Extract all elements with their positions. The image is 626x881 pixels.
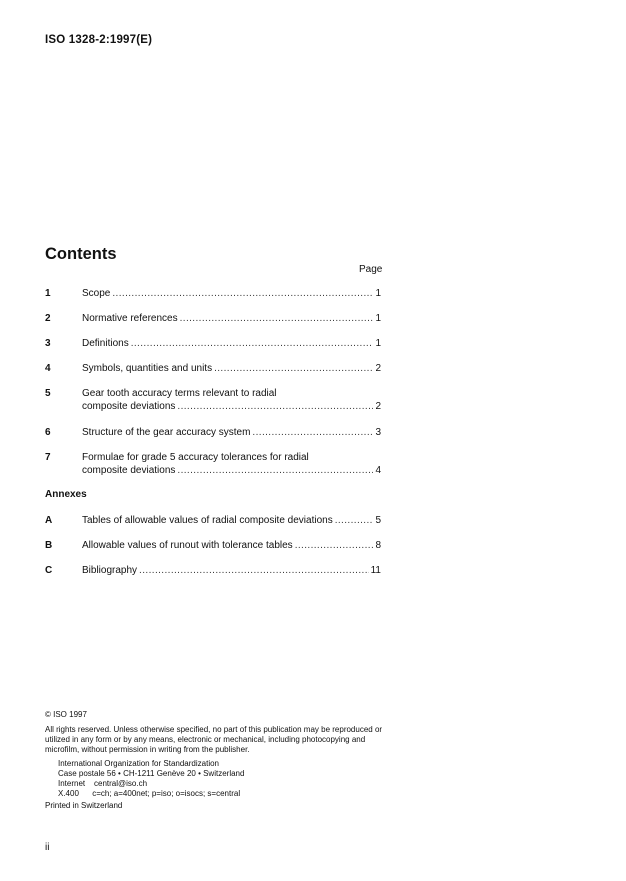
toc-entry-number: 5 xyxy=(45,388,51,399)
toc-entry-number: 3 xyxy=(45,338,51,349)
toc-entry-page: 1 xyxy=(375,288,381,299)
toc-leader-dots xyxy=(335,514,374,527)
toc-entry-body xyxy=(82,426,381,439)
toc-entry-title: Normative references xyxy=(82,313,178,324)
toc-entry-number: 2 xyxy=(45,313,51,324)
toc-leader-dots xyxy=(295,539,374,552)
toc-entry-title: Allowable values of runout with tolerance tables xyxy=(82,540,293,551)
toc-entry-page: 11 xyxy=(370,565,381,576)
toc-entry-body xyxy=(82,387,381,413)
toc-entry-body xyxy=(82,337,381,350)
toc-entry-line xyxy=(82,451,381,464)
toc-leader-dots xyxy=(180,312,374,325)
toc-entry-body xyxy=(82,539,381,552)
toc-entry-body xyxy=(82,564,381,577)
annexes-heading: Annexes xyxy=(45,489,87,500)
toc-entry-title: Bibliography xyxy=(82,565,138,576)
toc-entry-line xyxy=(82,539,381,552)
toc-entry-page: 2 xyxy=(375,401,381,412)
toc-entry-number: A xyxy=(45,515,53,526)
toc-entry-page: 4 xyxy=(375,465,381,476)
toc-entry-line xyxy=(82,464,381,477)
toc-entry-title: Definitions xyxy=(82,338,129,349)
toc-entry-title: Symbols, quantities and units xyxy=(82,363,213,374)
toc-leader-dots xyxy=(177,464,373,477)
toc-entry-body xyxy=(82,451,381,477)
toc-entry-number: 4 xyxy=(45,363,51,374)
toc-entry-body xyxy=(82,362,381,375)
toc-entry-title: Gear tooth accuracy terms relevant to radial xyxy=(82,388,277,399)
toc-leader-dots xyxy=(139,564,369,577)
toc-entry-number: 7 xyxy=(45,452,51,463)
document-identifier: ISO 1328-2:1997(E) xyxy=(45,34,153,46)
publisher-internet: Internet central@iso.ch xyxy=(58,779,148,788)
toc-entry-number: 1 xyxy=(45,288,51,299)
toc-entry-line xyxy=(82,337,381,350)
toc-entry-body xyxy=(82,312,381,325)
toc-entry-line xyxy=(82,564,381,577)
toc-entry-body xyxy=(82,514,381,527)
toc-entry-body xyxy=(82,287,381,300)
toc-entry-number: B xyxy=(45,540,53,551)
toc-leader-dots xyxy=(131,337,374,350)
toc-entry-page: 8 xyxy=(375,540,381,551)
page-column-heading: Page xyxy=(359,264,383,275)
toc-entry-line xyxy=(82,312,381,325)
printed-in: Printed in Switzerland xyxy=(45,801,123,810)
toc-leader-dots xyxy=(112,287,373,300)
toc-entry-line xyxy=(82,426,381,439)
publisher-x400: X.400 c=ch; a=400net; p=iso; o=isocs; s=central xyxy=(58,789,241,798)
toc-entry-page: 5 xyxy=(375,515,381,526)
toc-entry-number: C xyxy=(45,565,53,576)
toc-entry-title: Scope xyxy=(82,288,111,299)
publisher-org: International Organization for Standardization xyxy=(58,759,219,768)
toc-entry-title: Tables of allowable values of radial composite deviations xyxy=(82,515,333,526)
toc-entry-title: composite deviations xyxy=(82,465,176,476)
toc-entry-line xyxy=(82,514,381,527)
publisher-postal: Case postale 56 • CH-1211 Genève 20 • Switzerland xyxy=(58,769,245,778)
toc-entry-line xyxy=(82,362,381,375)
copyright-block xyxy=(45,710,395,811)
copyright-line: © ISO 1997 xyxy=(45,710,87,719)
toc-leader-dots xyxy=(214,362,373,375)
publisher-address xyxy=(58,759,395,799)
toc-leader-dots xyxy=(177,400,373,413)
toc-entry-page: 3 xyxy=(375,427,381,438)
toc-entry-number: 6 xyxy=(45,427,51,438)
page-number: ii xyxy=(45,842,50,853)
toc-entry-title: Structure of the gear accuracy system xyxy=(82,427,251,438)
toc-entry-line xyxy=(82,387,381,400)
toc-leader-dots xyxy=(252,426,373,439)
copyright-notice: All rights reserved. Unless otherwise specified, no part of this publication may be reproduced or utilized in any form or by any means, electronic or mechanical, including photocopying and microfilm, without permission in writing from the publisher. xyxy=(45,725,383,754)
toc-entry-page: 1 xyxy=(375,313,381,324)
toc-entry-line xyxy=(82,287,381,300)
contents-heading: Contents xyxy=(45,245,117,263)
toc-entry-page: 1 xyxy=(375,338,381,349)
toc-entry-page: 2 xyxy=(375,363,381,374)
toc-entry-title: Formulae for grade 5 accuracy tolerances for radial xyxy=(82,452,309,463)
toc-entry-line xyxy=(82,400,381,413)
toc-entry-title: composite deviations xyxy=(82,401,176,412)
